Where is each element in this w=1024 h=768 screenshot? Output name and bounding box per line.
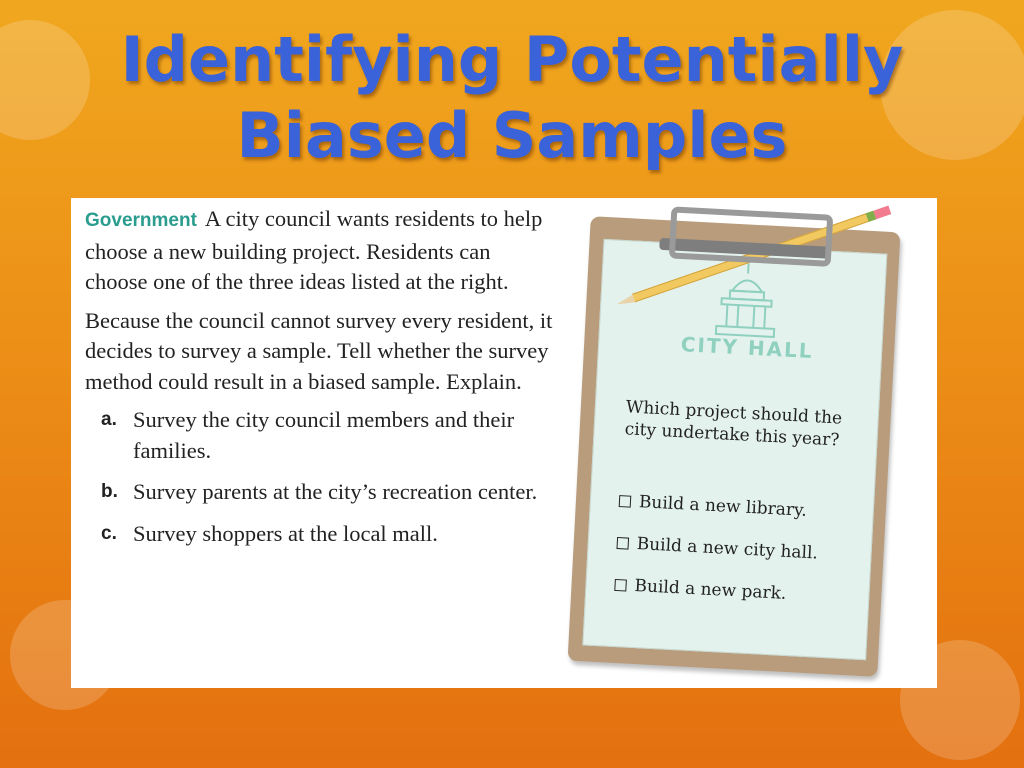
survey-question: Which project should the city undertake this year? xyxy=(624,397,843,451)
checkbox-icon xyxy=(614,579,627,592)
question-letter: b. xyxy=(101,481,118,502)
city-hall-label: CITY HALL xyxy=(680,332,815,364)
survey-option-label: Build a new city hall. xyxy=(636,534,819,564)
checkbox-icon xyxy=(616,537,629,550)
survey-option xyxy=(618,491,869,524)
survey-option-label: Build a new library. xyxy=(638,492,808,521)
intro-text: A city council wants residents to help choose a new building project. Residents can choose one of the three ideas listed at the right. xyxy=(85,206,543,294)
question-letter: a. xyxy=(101,409,117,430)
clip-icon xyxy=(669,206,833,266)
question-item xyxy=(85,405,555,466)
question-text: Survey the city council members and their families. xyxy=(133,407,515,463)
question-item xyxy=(85,477,555,508)
survey-option xyxy=(614,575,865,608)
survey-option xyxy=(616,533,867,566)
question-list xyxy=(85,405,555,549)
problem-body: Because the council cannot survey every resident, it decides to survey a sample. Tell whether the survey method could result in a biased sample. Explain. xyxy=(85,307,553,394)
question-item xyxy=(85,519,555,550)
problem-intro xyxy=(85,204,555,298)
slide-title-line-2: Biased Samples xyxy=(236,99,788,172)
problem-text xyxy=(85,204,555,560)
question-text: Survey parents at the city’s recreation center. xyxy=(133,479,538,504)
clipboard-illustration xyxy=(565,206,925,682)
clipboard-board xyxy=(568,216,901,677)
topic-label: Government xyxy=(85,210,197,231)
survey-paper xyxy=(582,239,887,660)
checkbox-icon xyxy=(619,495,632,508)
survey-options xyxy=(613,491,869,630)
slide-title xyxy=(0,22,1024,174)
question-text: Survey shoppers at the local mall. xyxy=(133,520,438,546)
survey-option-label: Build a new park. xyxy=(634,576,787,604)
slide-title-line-1: Identifying Potentially xyxy=(120,23,904,96)
content-panel xyxy=(71,198,937,688)
question-letter: c. xyxy=(101,522,117,544)
